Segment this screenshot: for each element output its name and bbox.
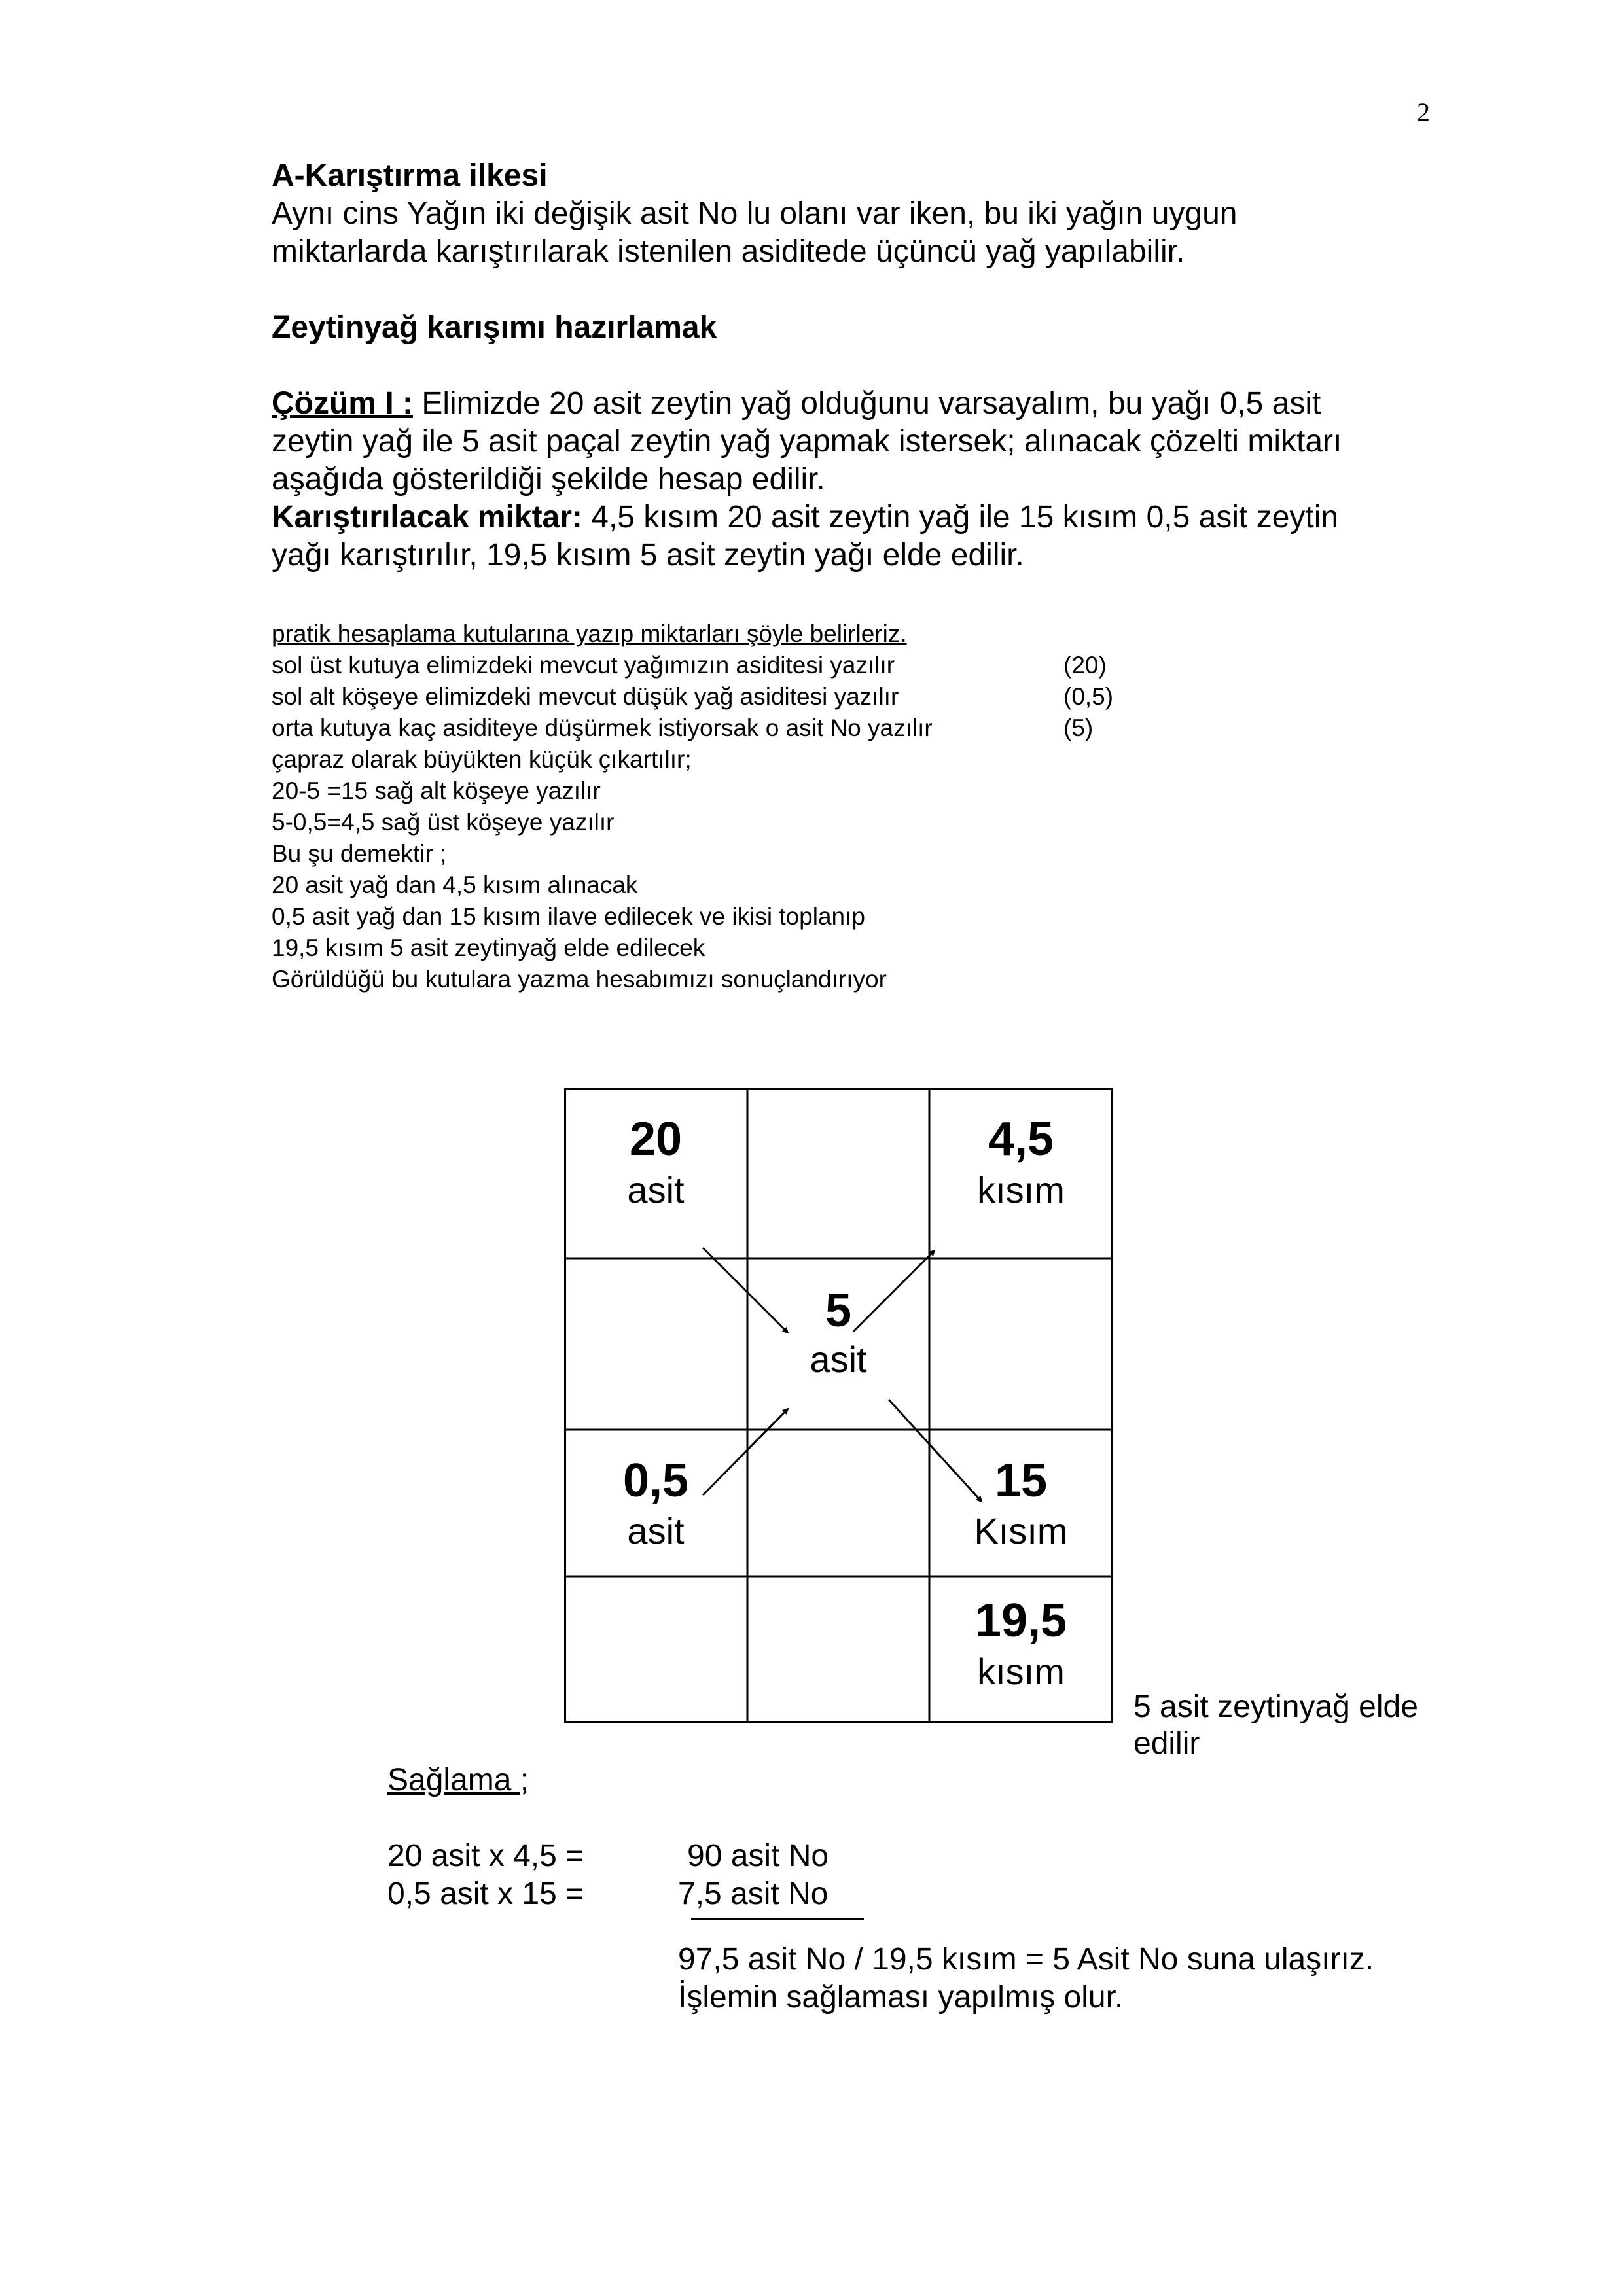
step-value: (5) [1063, 715, 1094, 741]
bottom-right-value: 15 [994, 1455, 1048, 1507]
check-row-1-right: 90 asit No [687, 1839, 829, 1873]
check-heading: Sağlama ; [387, 1763, 529, 1797]
result-note-line-1: 5 asit zeytinyağ elde [1133, 1689, 1418, 1724]
step-values [1063, 650, 1113, 744]
mix-line-1 [272, 499, 1338, 537]
bottom-right-unit: Kısım [974, 1510, 1068, 1551]
step-value: (0,5) [1063, 683, 1114, 710]
top-left-value: 20 [629, 1113, 683, 1165]
step-line: 19,5 kısım 5 asit zeytinyağ elde edilecek [272, 934, 705, 961]
center-unit: asit [810, 1339, 867, 1380]
section-heading: A-Karıştırma ilkesi [272, 158, 548, 193]
check-conclusion: İşlemin sağlaması yapılmış olur. [678, 1980, 1124, 2015]
page-number: 2 [1417, 97, 1430, 127]
center-value: 5 [825, 1284, 852, 1337]
step-line: orta kutuya kaç asiditeye düşürmek istiyorsak o asit No yazılır [272, 715, 933, 741]
mix-line-2: yağı karıştırılır, 19,5 kısım 5 asit zeytin yağı elde edilir. [272, 538, 1024, 573]
step-line: 0,5 asit yağ dan 15 kısım ilave edilecek ve ikisi toplanıp [272, 903, 865, 930]
top-right-value: 4,5 [988, 1113, 1054, 1165]
step-line: Bu şu demektir ; [272, 840, 447, 867]
mix-text: 4,5 kısım 20 asit zeytin yağ ile 15 kısım 0,5 asit zeytin [582, 500, 1339, 535]
step-value: (20) [1063, 652, 1107, 679]
step-line: 5-0,5=4,5 sağ üst köşeye yazılır [272, 809, 615, 836]
step-line: 20 asit yağ dan 4,5 kısım alınacak [272, 872, 638, 898]
solution-label: Çözüm I : [272, 386, 413, 421]
steps-list [272, 618, 933, 995]
step-line: 20-5 =15 sağ alt köşeye yazılır [272, 777, 601, 804]
bottom-left-unit: asit [627, 1510, 685, 1551]
sum-line [691, 1918, 864, 1920]
check-row-2-right: 7,5 asit No [678, 1877, 829, 1911]
step-line: sol üst kutuya elimizdeki mevcut yağımızın asiditesi yazılır [272, 652, 895, 679]
mixing-square-diagram [564, 1088, 1113, 1723]
top-left-unit: asit [627, 1169, 685, 1210]
solution-text-1: Elimizde 20 asit zeytin yağ olduğunu varsayalım, bu yağı 0,5 asit [412, 386, 1321, 421]
step-line: sol alt köşeye elimizdeki mevcut düşük yağ asiditesi yazılır [272, 683, 899, 710]
check-row-1-left: 20 asit x 4,5 = [387, 1839, 584, 1873]
subheading: Zeytinyağ karışımı hazırlamak [272, 310, 717, 345]
result-note-line-2: edilir [1133, 1726, 1200, 1761]
mix-label: Karıştırılacak miktar: [272, 500, 582, 535]
solution-line-3: aşağıda gösterildiği şekilde hesap edilir. [272, 462, 825, 497]
total-value: 19,5 [974, 1595, 1067, 1647]
section-a-line-1: Aynı cins Yağın iki değişik asit No lu olanı var iken, bu iki yağın uygun [272, 196, 1238, 231]
check-row-2-left: 0,5 asit x 15 = [387, 1877, 584, 1911]
step-line: Görüldüğü bu kutulara yazma hesabımızı sonuçlandırıyor [272, 966, 887, 993]
solution-line-1 [272, 385, 1321, 423]
steps-intro: pratik hesaplama kutularına yazıp miktarları şöyle belirleriz. [272, 620, 907, 647]
bottom-left-value: 0,5 [622, 1455, 689, 1507]
section-a-line-2: miktarlarda karıştırılarak istenilen asiditede üçüncü yağ yapılabilir. [272, 234, 1185, 269]
solution-line-2: zeytin yağ ile 5 asit paçal zeytin yağ yapmak istersek; alınacak çözelti miktarı [272, 424, 1342, 459]
step-line: çapraz olarak büyükten küçük çıkartılır; [272, 746, 692, 773]
total-unit: kısım [977, 1651, 1065, 1692]
check-result: 97,5 asit No / 19,5 kısım = 5 Asit No suna ulaşırız. [678, 1942, 1374, 1977]
top-right-unit: kısım [977, 1169, 1065, 1210]
